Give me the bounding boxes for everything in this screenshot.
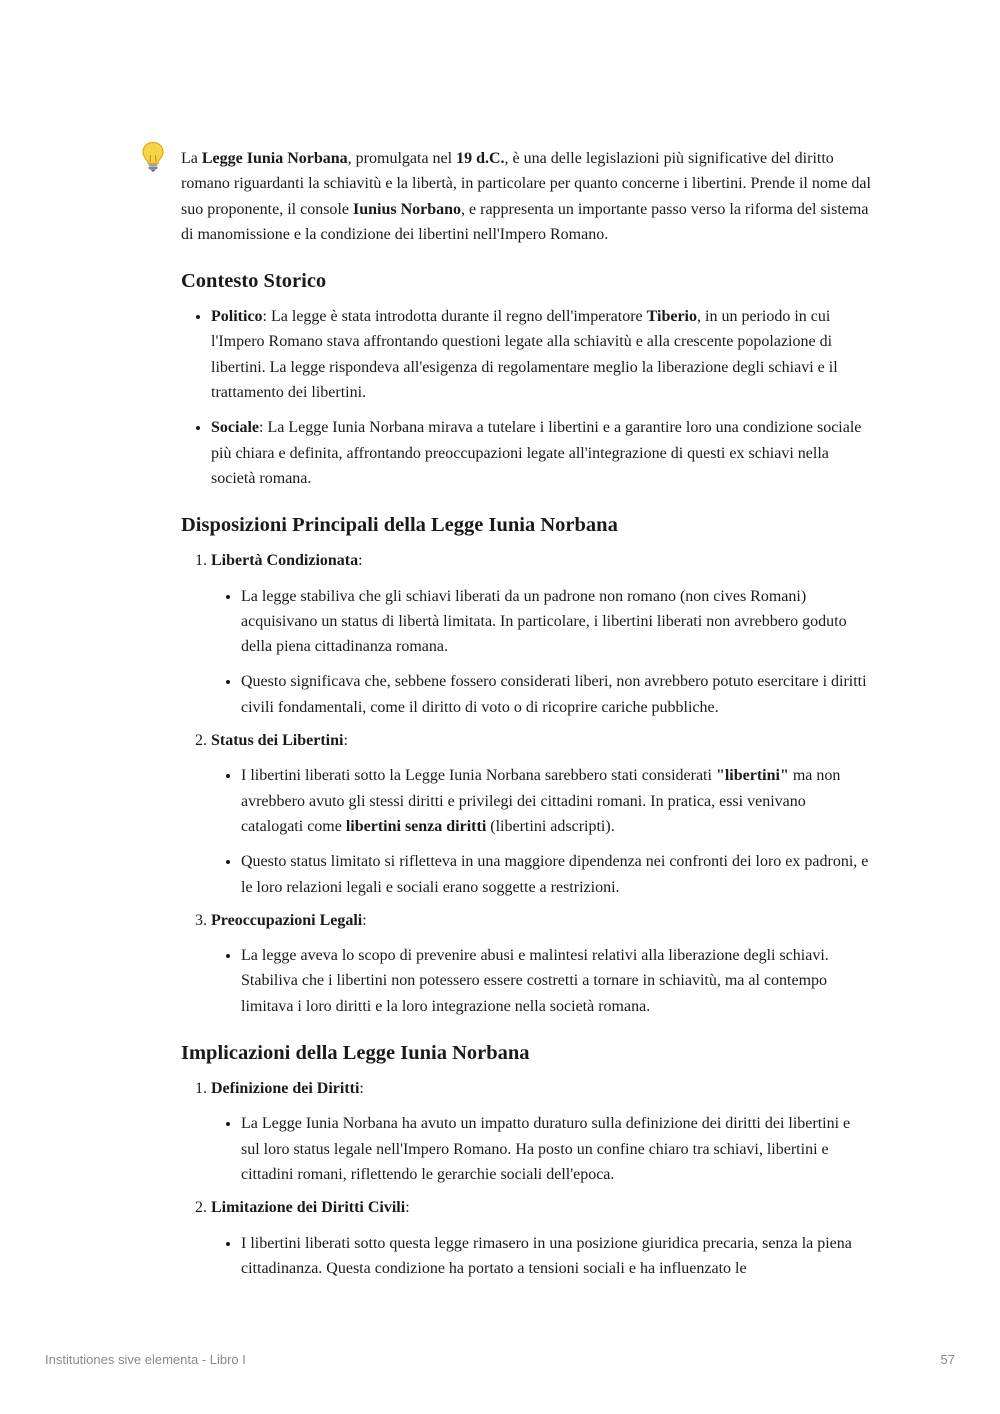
list-item: • Sociale: La Legge Iunia Norbana mirava a tutelare i libertini e a garantire loro una condizione sociale più chiara e definita, affrontando preoccupazioni legate all'integrazione di questi ex schiavi nella società romana. [211, 415, 871, 491]
list-item: • Questo status limitato si rifletteva in una maggiore dipendenza nei confronti dei loro ex padroni, e le loro relazioni legali e sociali erano soggette a restrizioni. [241, 849, 871, 900]
list-item: • La Legge Iunia Norbana ha avuto un impatto duraturo sulla definizione dei diritti dei libertini e sul loro status legale nell'Impero Romano. Ha posto un confine chiaro tra schiavi, libertini e cittadini romani, riflettendo le gerarchie sociali dell'epoca. [241, 1111, 871, 1187]
heading-implicazioni: Implicazioni della Legge Iunia Norbana [181, 1042, 530, 1065]
list-item: • I libertini liberati sotto la Legge Iunia Norbana sarebbero stati considerati "libertini" ma non avrebbero avuto gli stessi diritti e privilegi dei cittadini romani. In pratica, essi venivano catalogati come libertini senza diritti (libertini adscripti). [241, 763, 871, 839]
list-item: 2. Status dei Libertini: • I libertini liberati sotto la Legge Iunia Norbana sarebbero stati considerati "libertini" ma non avrebbero avuto gli stessi diritti e privilegi dei cittadini romani. In pratica, essi venivano catalogati come libertini senza diritti (libertini adscripti). • Questo status limitato si rifletteva in una maggiore dipendenza nei confronti dei loro ex padroni, e le loro relazioni legali e sociali erano soggette a restrizioni. [211, 728, 871, 900]
list-item: 1. Libertà Condizionata: • La legge stabiliva che gli schiavi liberati da un padrone non romano (non cives Romani) acquisivano un status di libertà limitata. In particolare, i libertini liberati non avrebbero goduto della piena cittadinanza romana. • Questo significava che, sebbene fossero considerati liberi, non avrebbero potuto esercitare i diritti civili fondamentali, come il diritto di voto o di ricoprire cariche pubbliche. [211, 548, 871, 720]
document-body [181, 146, 871, 1289]
lightbulb-icon [141, 141, 165, 173]
list-item: • Politico: La legge è stata introdotta durante il regno dell'imperatore Tiberio, in un periodo in cui l'Impero Romano stava affrontando questioni legate alla schiavitù e alla crescente popolazione di libertini. La legge rispondeva all'esigenza di regolamentare meglio la liberazione degli schiavi e il trattamento dei libertini. [211, 304, 871, 405]
list-item: • I libertini liberati sotto questa legge rimasero in una posizione giuridica precaria, senza la piena cittadinanza. Questa condizione ha portato a tensioni sociali e ha influenzato le [241, 1231, 871, 1282]
sub-list [211, 1231, 871, 1282]
sub-list [211, 763, 871, 899]
list-item: • La legge aveva lo scopo di prevenire abusi e malintesi relativi alla liberazione degli schiavi. Stabiliva che i libertini non potessero essere costretti a tornare in schiavitù, ma al contempo limitava i loro diritti e la loro integrazione nella società romana. [241, 943, 871, 1019]
heading-disposizioni: Disposizioni Principali della Legge Iunia Norbana [181, 514, 618, 537]
list-item: 2. Limitazione dei Diritti Civili: • I libertini liberati sotto questa legge rimasero in una posizione giuridica precaria, senza la piena cittadinanza. Questa condizione ha portato a tensioni sociali e ha influenzato le [211, 1195, 871, 1281]
sub-list [211, 1111, 871, 1187]
disposizioni-list [181, 548, 871, 1019]
intro-paragraph: La Legge Iunia Norbana, promulgata nel 19 d.C., è una delle legislazioni più significative del diritto romano riguardanti la schiavitù e la libertà, in particolare per quanto concerne i libertini. Prende il nome dal suo proponente, il console Iunius Norbano, e rappresenta un importante passo verso la riforma del sistema di manomissione e la condizione dei libertini nell'Impero Romano. [181, 150, 871, 243]
list-item: • La legge stabiliva che gli schiavi liberati da un padrone non romano (non cives Romani) acquisivano un status di libertà limitata. In particolare, i libertini liberati non avrebbero goduto della piena cittadinanza romana. [241, 584, 871, 660]
sub-list [211, 584, 871, 720]
contesto-list [181, 304, 871, 491]
heading-contesto-storico: Contesto Storico [181, 270, 327, 293]
implicazioni-list [181, 1076, 871, 1281]
list-item: 1. Definizione dei Diritti: • La Legge Iunia Norbana ha avuto un impatto duraturo sulla definizione dei diritti dei libertini e sul loro status legale nell'Impero Romano. Ha posto un confine chiaro tra schiavi, libertini e cittadini romani, riflettendo le gerarchie sociali dell'epoca. [211, 1076, 871, 1187]
sub-list [211, 943, 871, 1019]
page-number: 57 [940, 1352, 955, 1367]
list-item: • Questo significava che, sebbene fossero considerati liberi, non avrebbero potuto esercitare i diritti civili fondamentali, come il diritto di voto o di ricoprire cariche pubbliche. [241, 669, 871, 720]
footer-title: Institutiones sive elementa - Libro I [45, 1352, 246, 1367]
list-item: 3. Preoccupazioni Legali: • La legge aveva lo scopo di prevenire abusi e malintesi relativi alla liberazione degli schiavi. Stabiliva che i libertini non potessero essere costretti a tornare in schiavitù, ma al contempo limitava i loro diritti e la loro integrazione nella società romana. [211, 908, 871, 1019]
